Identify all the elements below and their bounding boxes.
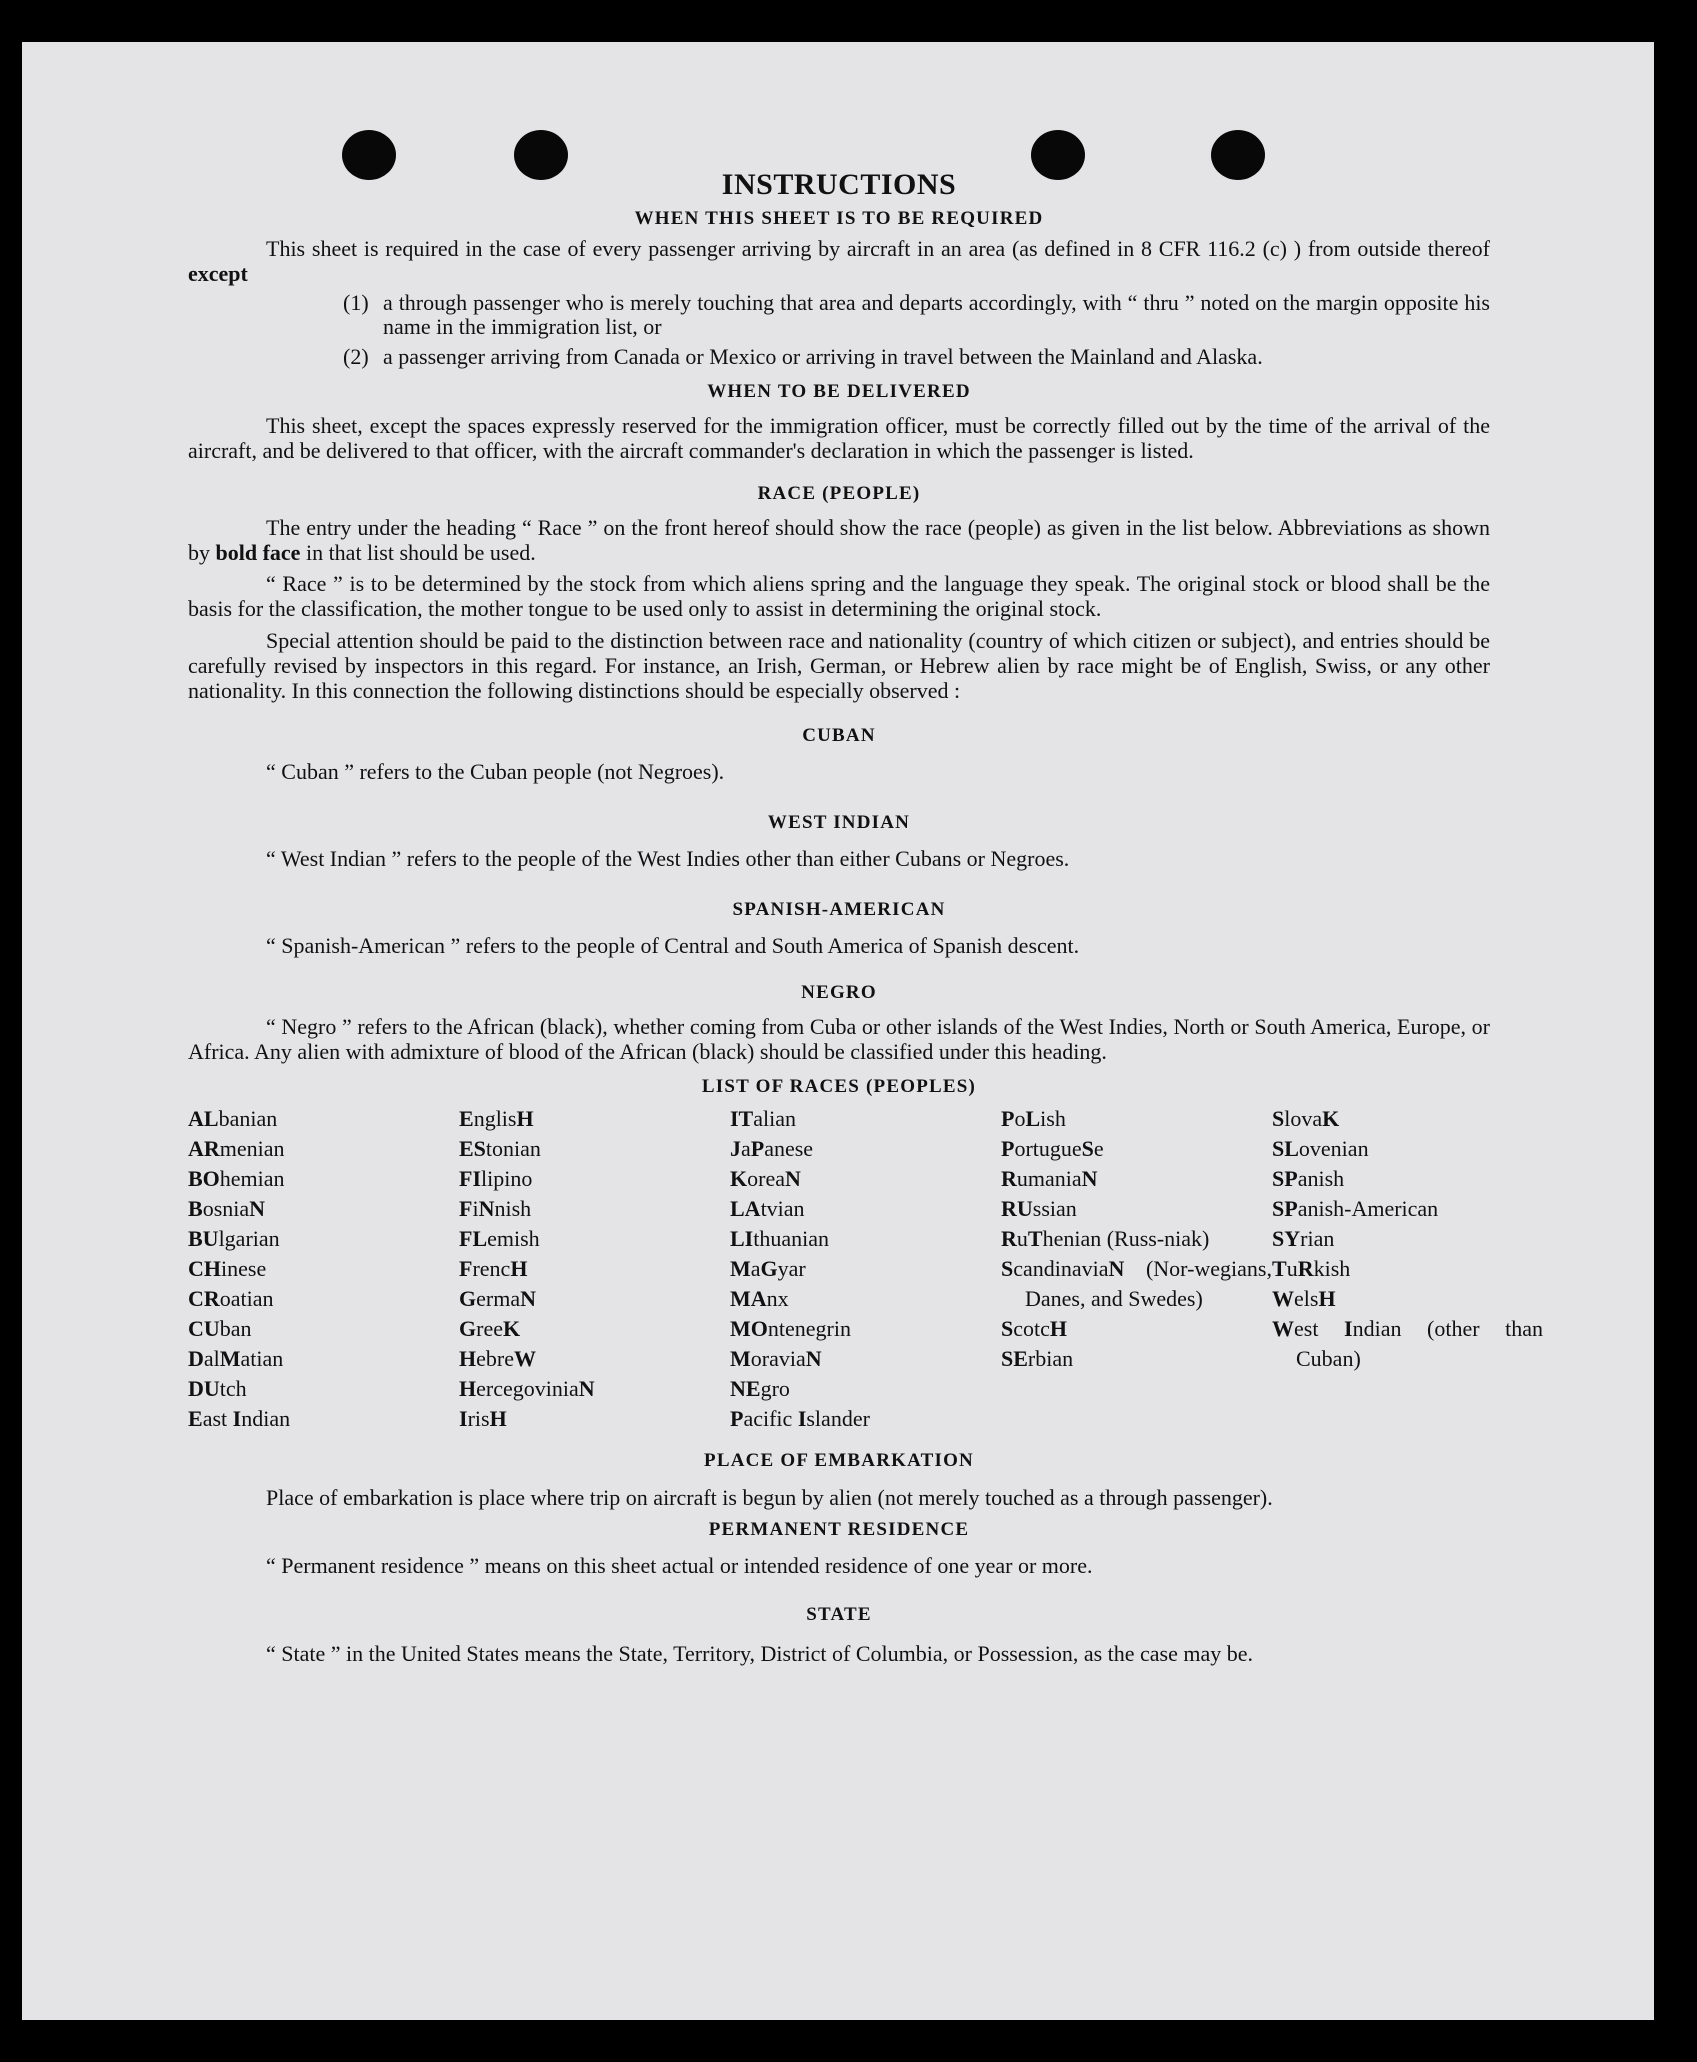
race-list-item: PoLish — [1001, 1106, 1066, 1131]
race-list-item: West Indian (other than Cuban) — [1272, 1316, 1543, 1371]
race-list-column — [188, 1104, 459, 1434]
race-list-item: GreeK — [459, 1316, 521, 1341]
race-list-item: East Indian — [188, 1406, 291, 1431]
race-list-item: MAnx — [730, 1286, 789, 1311]
section-heading-cuban: CUBAN — [802, 725, 876, 746]
race-list-item: GermaN — [459, 1286, 536, 1311]
race-list-item: BosniaN — [188, 1196, 266, 1221]
section-heading-state: STATE — [806, 1604, 872, 1625]
race-list-item: SPanish — [1272, 1166, 1345, 1191]
race-list-item: BUlgarian — [188, 1226, 280, 1251]
race-list-item: NEgro — [730, 1376, 790, 1401]
race-list-item: BOhemian — [188, 1166, 285, 1191]
race-list-item: JaPanese — [730, 1136, 814, 1161]
cuban-text: “ Cuban ” refers to the Cuban people (not Negroes). — [266, 759, 725, 784]
required-exceptions-list — [188, 291, 1490, 369]
race-list-item: MOntenegrin — [730, 1316, 851, 1341]
race-list-item: DalMatian — [188, 1346, 284, 1371]
instructions-content — [188, 168, 1543, 1670]
race-list-item: LAtvian — [730, 1196, 805, 1221]
race-list-item: CHinese — [188, 1256, 267, 1281]
race-list-item: FIlipino — [459, 1166, 533, 1191]
race-list-item: EnglisH — [459, 1106, 534, 1131]
race-list-column — [1272, 1104, 1543, 1434]
section-heading-spanish-american: SPANISH-AMERICAN — [732, 899, 946, 920]
race-list-item: SlovaK — [1272, 1106, 1340, 1131]
section-heading-residence: PERMANENT RESIDENCE — [708, 1519, 970, 1540]
race-list-item: KoreaN — [730, 1166, 801, 1191]
section-heading-embarkation: PLACE OF EMBARKATION — [704, 1450, 974, 1471]
section-heading-negro: NEGRO — [801, 982, 877, 1003]
race-list-item: PortugueSe — [1001, 1136, 1104, 1161]
race-list-item: HercegoviniaN — [459, 1376, 595, 1401]
race-list-column — [1001, 1104, 1272, 1434]
race-list-item: MoraviaN — [730, 1346, 822, 1371]
race-list-item: ALbanian — [188, 1106, 278, 1131]
delivered-text: This sheet, except the spaces expressly reserved for the immigration officer, must be correctly filled out by the time of the arrival of the aircraft, and be delivered to that officer, with the aircraft commander's declaration in which the passenger is listed. — [188, 413, 1490, 463]
race-list-item: ARmenian — [188, 1136, 285, 1161]
section-heading-race: RACE (PEOPLE) — [757, 483, 921, 504]
race-list-item: DUtch — [188, 1376, 247, 1401]
race-list-item: RuThenian (Russ-niak) — [1001, 1226, 1210, 1251]
section-heading-race-list: LIST OF RACES (PEOPLES) — [701, 1076, 977, 1097]
race-paragraph-2: “ Race ” is to be determined by the stock from which aliens spring and the language they speak. The original stock or blood shall be the basis for the classification, the mother tongue to be used only to assist in determining the original stock. — [188, 571, 1490, 621]
embarkation-text: Place of embarkation is place where trip on aircraft is begun by alien (not merely touched as a through passenger). — [266, 1485, 1273, 1510]
section-heading-required: WHEN THIS SHEET IS TO BE REQUIRED — [634, 208, 1044, 229]
residence-text: “ Permanent residence ” means on this sheet actual or intended residence of one year or more. — [266, 1553, 1093, 1578]
spanish-american-text: “ Spanish-American ” refers to the people of Central and South America of Spanish descent. — [266, 933, 1080, 958]
race-list-item: FLemish — [459, 1226, 540, 1251]
race-list-item: IrisH — [459, 1406, 507, 1431]
race-list-item: CUban — [188, 1316, 252, 1341]
race-list-item: RUssian — [1001, 1196, 1077, 1221]
race-list-item: WelsH — [1272, 1286, 1336, 1311]
race-list-item: MaGyar — [730, 1256, 806, 1281]
race-list-item: SYrian — [1272, 1226, 1335, 1251]
race-paragraph-3: Special attention should be paid to the distinction between race and nationality (country of which citizen or subject), and entries should be carefully revised by inspectors in this regard. For instance, an Irish, German, or Hebrew alien by race might be of English, Swiss, or any other nationality. In this connection the following distinctions should be especially observed : — [188, 628, 1490, 703]
race-list-item: HebreW — [459, 1346, 536, 1371]
negro-text: “ Negro ” refers to the African (black), whether coming from Cuba or other islands of the West Indies, North or South America, Europe, or Africa. Any alien with admixture of blood of the African (black) should be classified under this heading. — [188, 1014, 1490, 1064]
page-title: INSTRUCTIONS — [721, 168, 957, 201]
race-list-item: CRoatian — [188, 1286, 274, 1311]
race-list-item: SLovenian — [1272, 1136, 1369, 1161]
race-list-item: SPanish-American — [1272, 1196, 1439, 1221]
list-item: (1) a through passenger who is merely touching that area and departs accordingly, with “ thru ” noted on the margin opposite his name in the immigration list, or — [343, 290, 1490, 339]
race-list-item: ITalian — [730, 1106, 797, 1131]
race-list-column — [459, 1104, 730, 1434]
race-list-item: SErbian — [1001, 1346, 1074, 1371]
west-indian-text: “ West Indian ” refers to the people of the West Indies other than either Cubans or Negroes. — [266, 846, 1070, 871]
state-text: “ State ” in the United States means the State, Territory, District of Columbia, or Possession, as the case may be. — [266, 1641, 1254, 1666]
race-list-item: ScandinaviaN (Nor-wegians, Danes, and Swedes) — [1001, 1256, 1272, 1311]
race-list-item: LIthuanian — [730, 1226, 830, 1251]
race-paragraph-1: The entry under the heading “ Race ” on the front hereof should show the race (people) as given in the list below. Abbreviations as shown by bold face in that list should be used. — [188, 515, 1490, 565]
race-list-item: EStonian — [459, 1136, 541, 1161]
section-heading-west-indian: WEST INDIAN — [767, 812, 911, 833]
race-list-item: FiNnish — [459, 1196, 532, 1221]
race-list-item: TuRkish — [1272, 1256, 1351, 1281]
race-list-item: RumaniaN — [1001, 1166, 1098, 1191]
race-list-column — [730, 1104, 1001, 1434]
required-intro: This sheet is required in the case of every passenger arriving by aircraft in an area (as defined in 8 CFR 116.2 (c) ) from outside thereof except — [188, 236, 1490, 286]
race-list-item: ScotcH — [1001, 1316, 1068, 1341]
section-heading-delivered: WHEN TO BE DELIVERED — [707, 381, 971, 402]
race-list-item: FrencH — [459, 1256, 528, 1281]
race-list-item: Pacific Islander — [730, 1406, 870, 1431]
list-item: (2) a passenger arriving from Canada or Mexico or arriving in travel between the Mainland and Alaska. — [343, 344, 1263, 369]
race-list — [188, 1104, 1543, 1434]
